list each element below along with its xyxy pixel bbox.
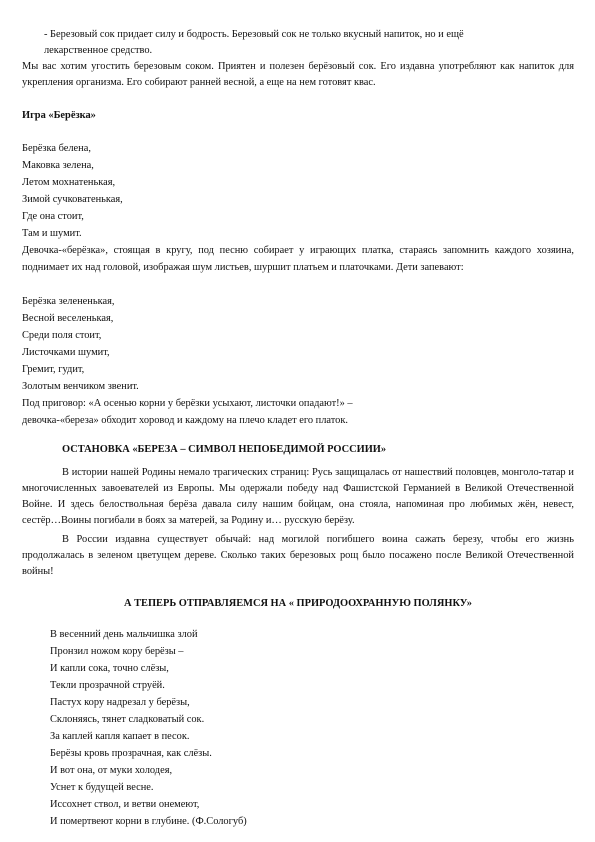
verse2-line: Листочками шумит, — [22, 347, 110, 358]
poem-line: Склоняясь, тянет сладковатый сок. — [50, 714, 205, 725]
verse2-line: Берёзка зелененькая, — [22, 296, 115, 307]
poem-line: И капли сока, точно слёзы, — [50, 663, 169, 674]
verse1-line: Летом мохнатенькая, — [22, 177, 116, 188]
game-description: Девочка-«берёзка», стоящая в кругу, под песню собирает у играющих платка, стараясь запомнить каждого хозяина, поднимает их над головой, изображая шум листьев, шуршит платьем и платочками. Дети запевают: — [22, 245, 574, 273]
intro-line-1: - Березовый сок придает силу и бодрость. Березовый сок не только вкусный напиток, но и ещё — [44, 29, 464, 40]
verse1-line: Маковка зелена, — [22, 160, 94, 171]
game-title: Игра «Берёзка» — [22, 110, 96, 121]
poem-line: Пронзил ножом кору берёзы – — [50, 646, 184, 657]
game-ending-line-1: Под приговор: «А осенью корни у берёзки усыхают, листочки опадают!» – — [22, 398, 353, 409]
glade-title: А ТЕПЕРЬ ОТПРАВЛЯЕМСЯ НА « ПРИРОДООХРАННУЮ ПОЛЯНКУ» — [124, 598, 472, 609]
poem-line: Уснет к будущей весне. — [50, 782, 154, 793]
game-ending-line-2: девочка-«береза» обходит хоровод и каждому на плечо кладет его платок. — [22, 415, 349, 426]
poem-line: Иссохнет ствол, и ветви онемеют, — [50, 799, 200, 810]
poem-line: В весенний день мальчишка злой — [50, 629, 198, 640]
poem-line: Берёзы кровь прозрачная, как слёзы. — [50, 748, 212, 759]
verse2-line: Среди поля стоит, — [22, 330, 102, 341]
verse2-line: Весной веселенькая, — [22, 313, 114, 324]
poem-line: За каплей капля капает в песок. — [50, 731, 190, 742]
poem-line: Пастух кору надрезал у берёзы, — [50, 697, 190, 708]
verse2-line: Гремит, гудит, — [22, 364, 85, 375]
poem-line: Текли прозрачной струёй. — [50, 680, 165, 691]
stop-paragraph-1: В истории нашей Родины немало трагических страниц: Русь защищалась от нашествий половцев, монголо-татар и многочисленных завоевателей из Европы. Мы одержали победу над Фашистской Германией в Великой Отечественной Войне. И здесь белоствольная берёза давала силу нашим бойцам, она стояла, напоминая про любимых жён, невест, сестёр…Воины погибали в боях за матерей, за Родину и… русскую берёзу. — [22, 467, 574, 526]
verse1-line: Там и шумит. — [22, 228, 82, 239]
intro-line-2: лекарственное средство. — [44, 45, 153, 56]
verse1-line: Где она стоит, — [22, 211, 84, 222]
poem-line: И помертвеют корни в глубине. (Ф.Сологуб) — [50, 816, 247, 827]
intro-paragraph: Мы вас хотим угостить березовым соком. Приятен и полезен берёзовый сок. Его издавна употребляют как напиток для укрепления организма. Его собирают ранней весной, а еще на нем готовят квас. — [22, 61, 574, 88]
verse1-line: Берёзка белена, — [22, 143, 91, 154]
stop-title: ОСТАНОВКА «БЕРЕЗА – СИМВОЛ НЕПОБЕДИМОЙ РОССИИИ» — [62, 444, 387, 455]
stop-paragraph-2: В России издавна существует обычай: над могилой погибшего воина сажать березу, чтобы его жизнь продолжалась в зеленом цветущем дереве. Сколько таких березовых рощ было посажено после Великой Отечественной войны! — [22, 534, 574, 577]
poem-line: И вот она, от муки холодея, — [50, 765, 173, 776]
verse2-line: Золотым венчиком звенит. — [22, 381, 139, 392]
verse1-line: Зимой сучковатенькая, — [22, 194, 123, 205]
